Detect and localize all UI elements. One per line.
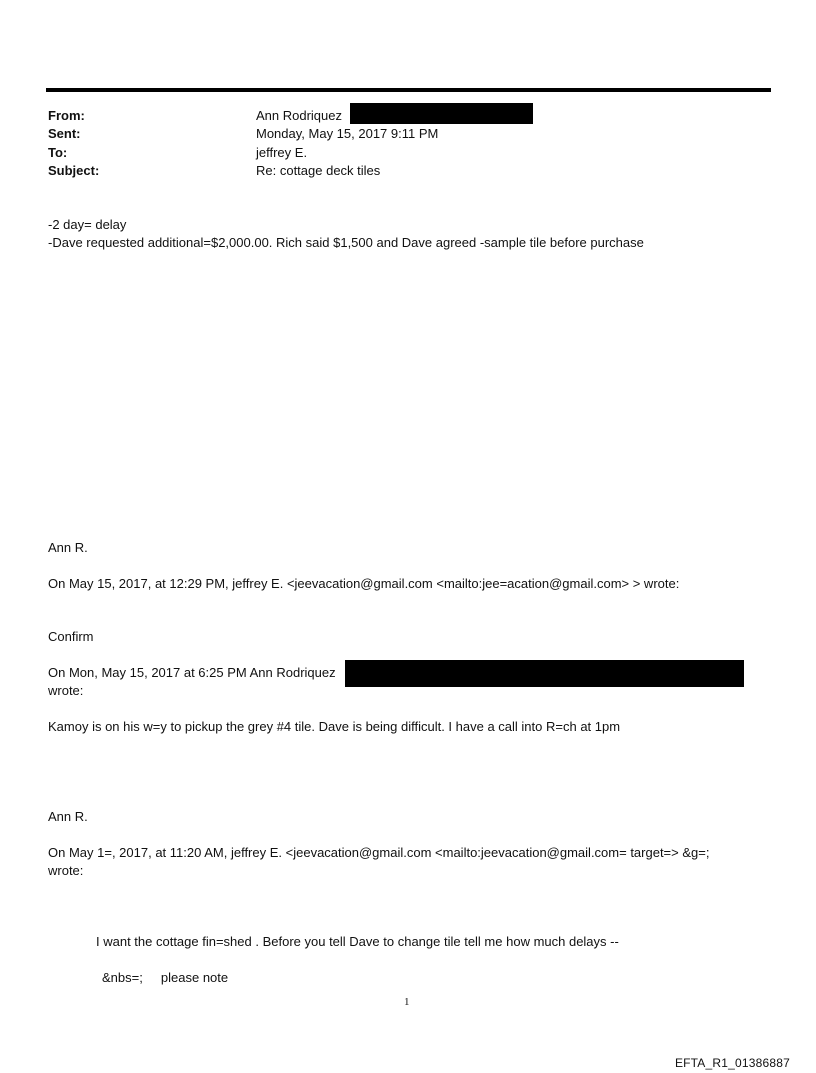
sent-value: Monday, May 15, 2017 9:11 PM [256,126,439,141]
document-id: EFTA_R1_01386887 [674,1056,790,1070]
to-label: To: [48,145,68,160]
from-label: From: [48,108,85,123]
body-line: -2 day= delay [48,217,127,232]
subject-label: Subject: [48,163,100,178]
quoted-text: Kamoy is on his w=y to pickup the grey #4 tile. Dave is being difficult. I have a call into R=ch at 1pm [48,719,621,734]
header-divider [46,88,771,92]
redaction-box [345,660,744,687]
sent-label: Sent: [48,126,81,141]
body-line: -Dave requested additional=$2,000.00. Rich said $1,500 and Dave agreed -sample tile before purchase [48,235,644,250]
redaction-box [350,103,533,124]
quoted-text: &nbs=; please note [102,970,229,985]
subject-value: Re: cottage deck tiles [256,163,381,178]
from-value: Ann Rodriquez [256,108,342,123]
quote-header: wrote: [48,683,84,698]
page-number: 1 [404,996,410,1008]
signature: Ann R. [48,809,88,824]
quote-header: wrote: [48,863,84,878]
quote-header: On May 15, 2017, at 12:29 PM, jeffrey E. <jeevacation@gmail.com <mailto:jee=acation@gmail.com> > wrote: [48,576,680,591]
quote-header: On Mon, May 15, 2017 at 6:25 PM Ann Rodriquez [48,665,336,680]
signature: Ann R. [48,540,88,555]
quoted-text: I want the cottage fin=shed . Before you tell Dave to change tile tell me how much delays -- [96,934,619,949]
body-line: Confirm [48,629,94,644]
quote-header: On May 1=, 2017, at 11:20 AM, jeffrey E. <jeevacation@gmail.com <mailto:jeevacation@gmail.com= target=> &g=; [48,845,710,860]
to-value: jeffrey E. [256,145,308,160]
